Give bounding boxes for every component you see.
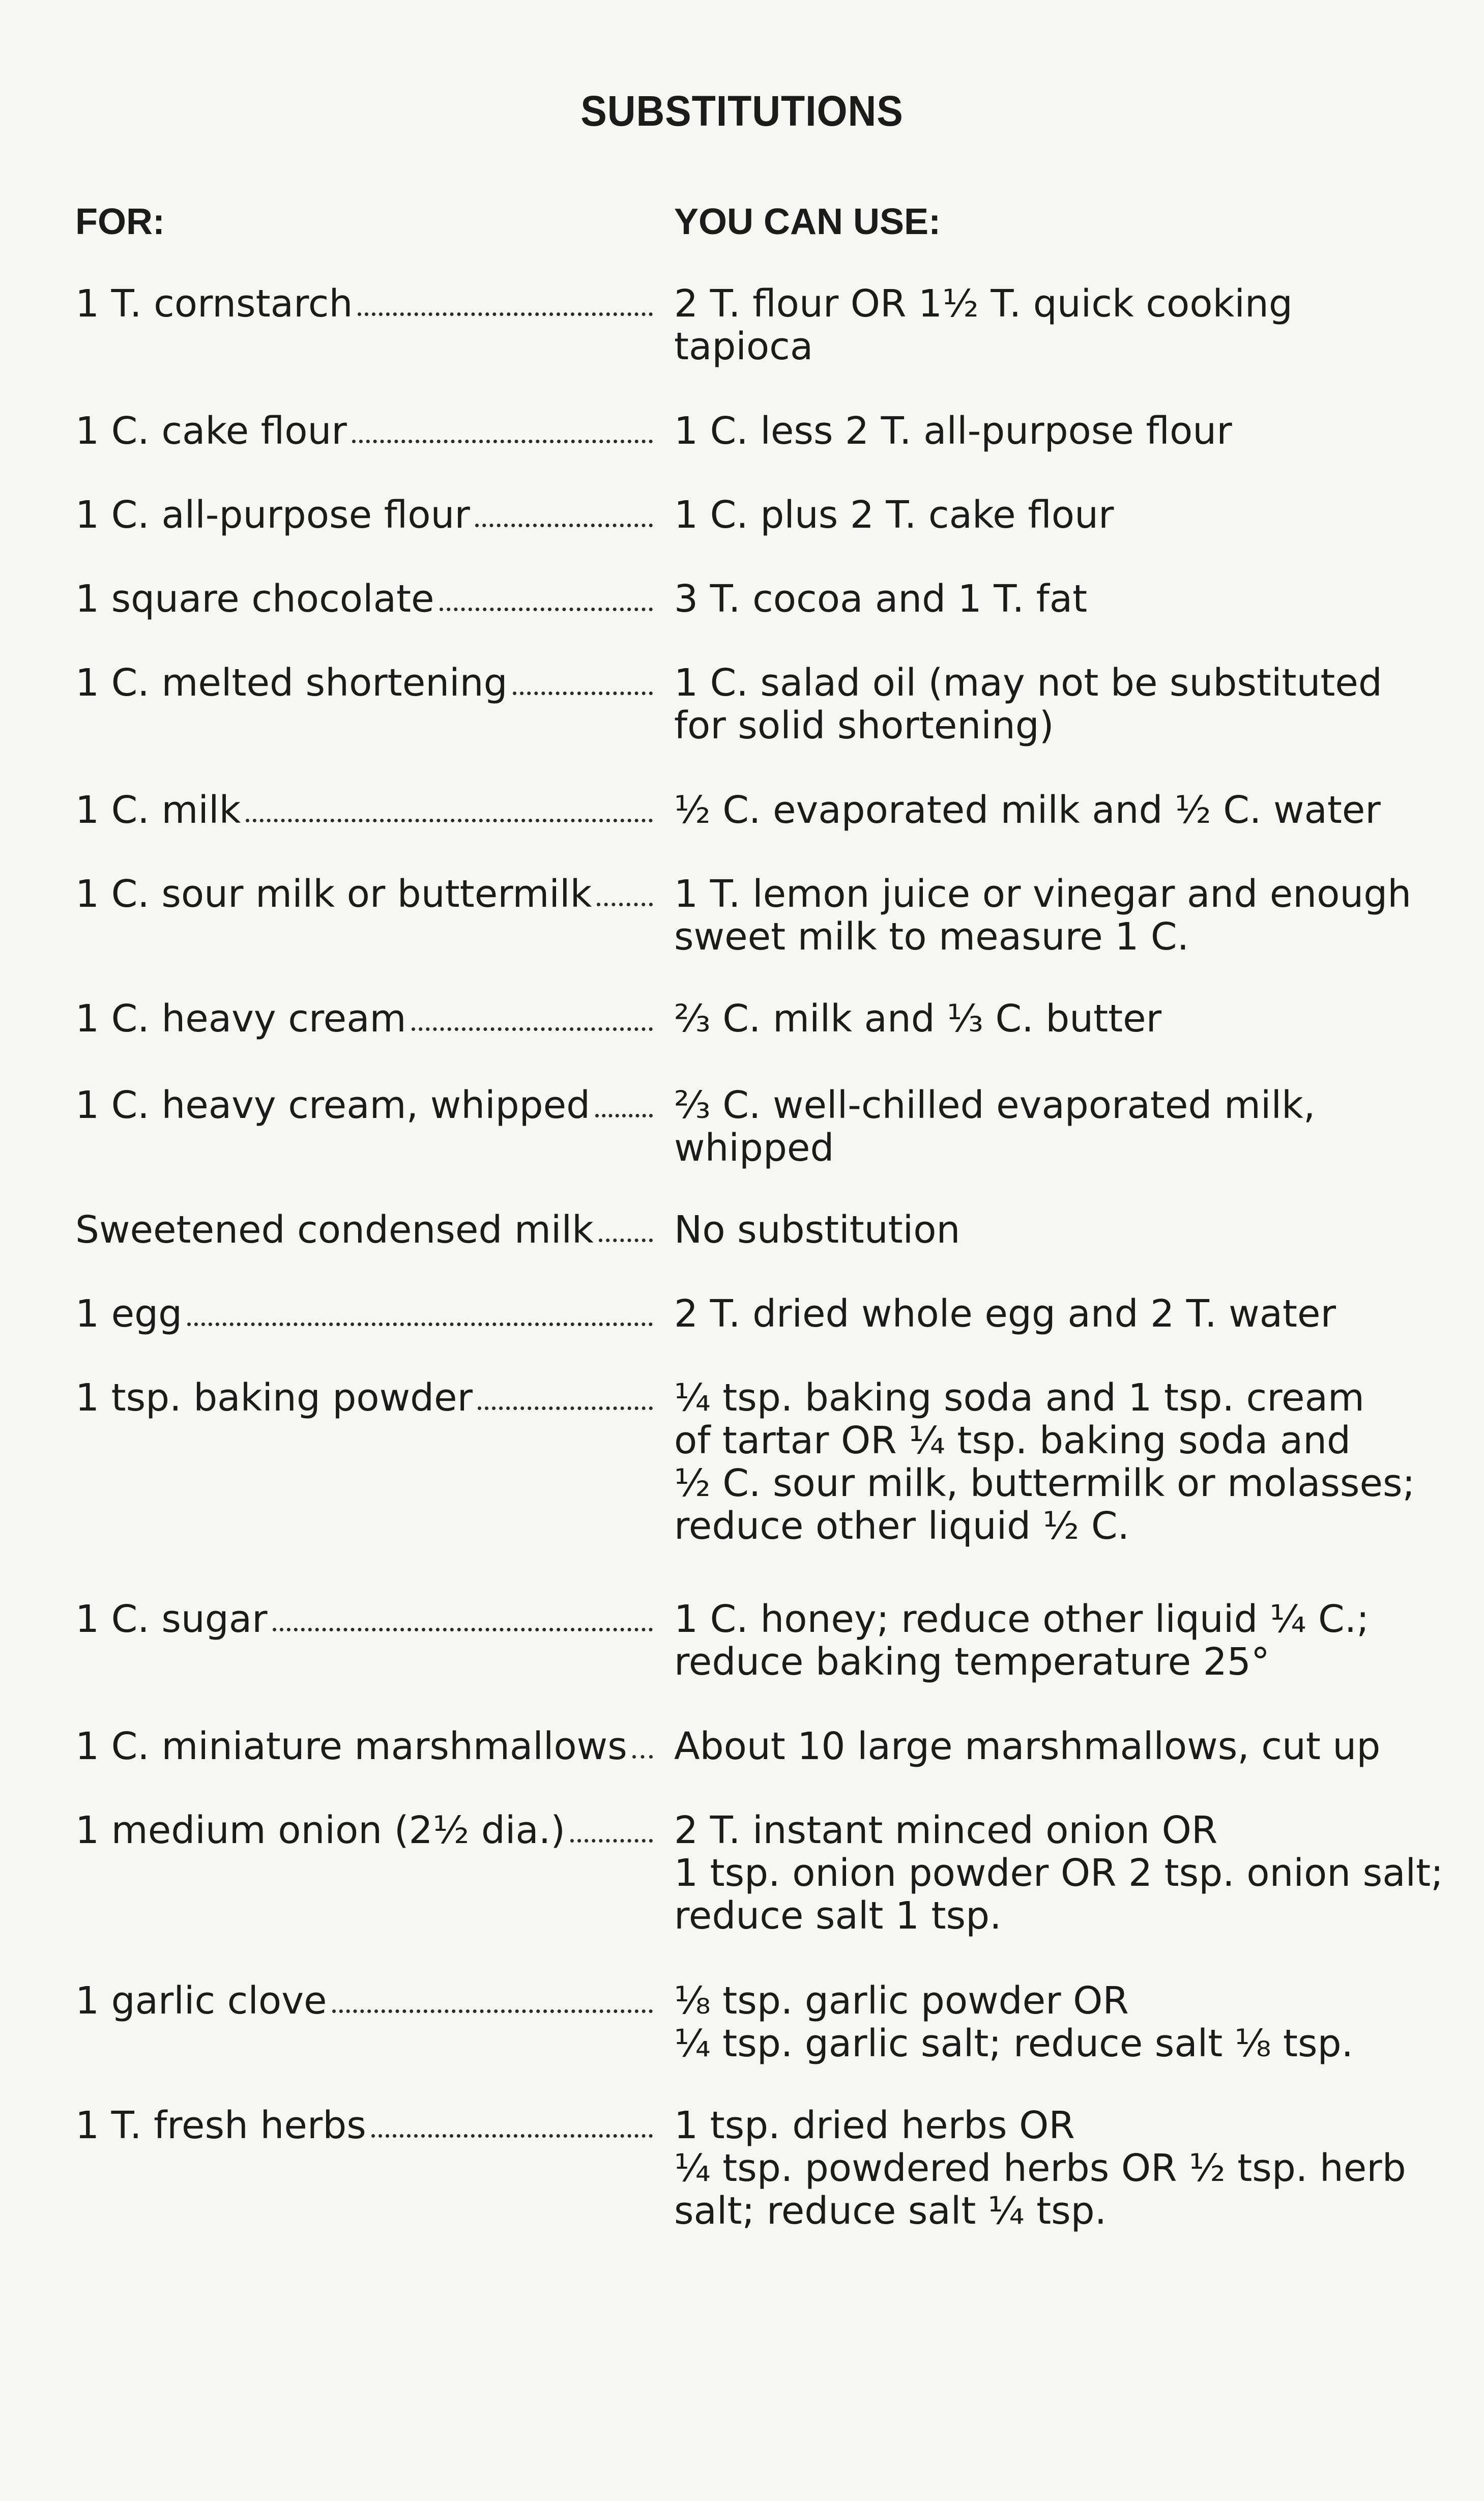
substitute-item [674, 410, 1396, 452]
dot-leader [475, 494, 653, 527]
dot-leader [632, 1725, 653, 1759]
substitute-line: ⅔ C. milk and ⅓ C. butter [674, 997, 1162, 1041]
for-item-text: 1 C. milk [75, 789, 241, 831]
substitute-line: ¼ tsp. baking soda and 1 tsp. cream [674, 1376, 1365, 1420]
substitute-line: 2 T. instant minced onion OR [674, 1808, 1218, 1852]
substitute-line: 3 T. cocoa and 1 T. fat [674, 577, 1088, 621]
substitute-line: ⅔ C. well-chilled evaporated milk, [674, 1083, 1316, 1127]
for-item-text: 1 tsp. baking powder [75, 1376, 473, 1419]
for-item-text: 1 C. sour milk or buttermilk [75, 873, 592, 915]
dot-leader [371, 2104, 653, 2138]
substitute-line: 1 tsp. onion powder OR 2 tsp. onion salt; [674, 1851, 1444, 1895]
for-item-text: 1 C. all-purpose flour [75, 494, 470, 536]
substitute-line: whipped [674, 1126, 834, 1170]
substitute-line: 1 C. honey; reduce other liquid ¼ C.; [674, 1597, 1370, 1641]
for-item-text: 1 C. miniature marshmallows [75, 1725, 627, 1768]
substitute-line: reduce other liquid ½ C. [674, 1504, 1130, 1548]
substitute-item [674, 997, 1396, 1040]
for-item-text: 1 T. fresh herbs [75, 2104, 366, 2147]
substitute-item [674, 1209, 1396, 1251]
for-item [75, 1809, 653, 1852]
for-item [75, 662, 653, 704]
for-item [75, 1376, 653, 1419]
substitute-item [674, 1292, 1396, 1335]
for-item-text: 1 C. heavy cream, whipped [75, 1084, 591, 1127]
for-item-text: 1 medium onion (2½ dia.) [75, 1809, 566, 1852]
for-item [75, 1725, 653, 1768]
substitute-item [674, 2104, 1406, 2233]
dot-leader [358, 282, 653, 316]
for-item [75, 282, 653, 325]
substitute-item [674, 1084, 1396, 1169]
substitute-item [674, 1808, 1444, 1938]
substitute-item [674, 282, 1396, 368]
substitute-line: for solid shortening) [674, 704, 1054, 748]
substitute-item [674, 1376, 1415, 1548]
dot-leader [513, 662, 653, 695]
for-item [75, 1979, 653, 2022]
for-item-text: 1 C. sugar [75, 1598, 268, 1641]
dot-leader [570, 1809, 653, 1843]
for-item [75, 410, 653, 452]
for-item-text: 1 C. heavy cream [75, 997, 406, 1040]
dot-leader [597, 873, 653, 906]
substitute-item [674, 662, 1396, 747]
for-item [75, 789, 653, 831]
substitute-line: tapioca [674, 325, 813, 368]
for-item-text: 1 egg [75, 1292, 183, 1335]
for-item [75, 578, 653, 620]
substitute-line: No substitution [674, 1208, 961, 1252]
substitute-line: sweet milk to measure 1 C. [674, 915, 1189, 959]
substitute-item [674, 578, 1396, 620]
substitute-line: ½ C. evaporated milk and ½ C. water [674, 788, 1381, 832]
substitute-line: 2 T. flour OR 1½ T. quick cooking [674, 282, 1293, 326]
dot-leader [599, 1209, 653, 1242]
substitute-item [674, 1725, 1396, 1768]
substitute-line: 1 C. plus 2 T. cake flour [674, 493, 1114, 537]
for-item-text: Sweetened condensed milk [75, 1209, 594, 1251]
header-for: FOR: [75, 202, 165, 242]
dot-leader [595, 1084, 653, 1117]
substitute-line: 1 T. lemon juice or vinegar and enough [674, 872, 1412, 916]
for-item-text: 1 C. cake flour [75, 410, 347, 452]
for-item [75, 2104, 653, 2147]
dot-leader [273, 1598, 653, 1631]
for-item-text: 1 square chocolate [75, 578, 434, 620]
substitute-line: of tartar OR ¼ tsp. baking soda and [674, 1419, 1351, 1462]
substitute-line: reduce baking temperature 25° [674, 1640, 1270, 1684]
dot-leader [332, 1979, 653, 2013]
for-item [75, 494, 653, 536]
substitute-line: ¼ tsp. garlic salt; reduce salt ⅛ tsp. [674, 2022, 1354, 2065]
substitute-item [674, 872, 1412, 959]
for-item [75, 997, 653, 1040]
substitute-item [674, 494, 1396, 536]
substitute-line: 1 C. less 2 T. all-purpose flour [674, 409, 1232, 453]
substitute-line: ⅛ tsp. garlic powder OR [674, 1979, 1129, 2023]
for-item-text: 1 garlic clove [75, 1979, 327, 2022]
for-item [75, 1292, 653, 1335]
for-item [75, 1209, 653, 1251]
substitute-item [674, 1979, 1396, 2065]
substitute-item [674, 1598, 1396, 1683]
page-title: SUBSTITUTIONS [580, 87, 904, 135]
dot-leader [440, 578, 653, 611]
substitute-line: About 10 large marshmallows, cut up [674, 1724, 1381, 1768]
substitute-line: ½ C. sour milk, buttermilk or molasses; [674, 1461, 1415, 1505]
substitute-line: ¼ tsp. powdered herbs OR ½ tsp. herb [674, 2146, 1406, 2190]
substitute-line: 1 tsp. dried herbs OR [674, 2104, 1075, 2147]
dot-leader [478, 1376, 653, 1410]
dot-leader [246, 789, 653, 822]
for-item [75, 1084, 653, 1127]
dot-leader [187, 1292, 653, 1326]
for-item [75, 1598, 653, 1641]
for-item [75, 873, 653, 915]
substitute-line: 2 T. dried whole egg and 2 T. water [674, 1292, 1336, 1336]
substitute-line: 1 C. salad oil (may not be substituted [674, 661, 1382, 705]
header-you-can-use: YOU CAN USE: [674, 202, 941, 242]
substitute-line: reduce salt 1 tsp. [674, 1894, 1002, 1938]
dot-leader [412, 997, 653, 1031]
for-item-text: 1 T. cornstarch [75, 282, 353, 325]
substitute-item [674, 789, 1396, 831]
substitute-line: salt; reduce salt ¼ tsp. [674, 2189, 1107, 2233]
dot-leader [352, 410, 653, 443]
for-item-text: 1 C. melted shortening [75, 662, 508, 704]
